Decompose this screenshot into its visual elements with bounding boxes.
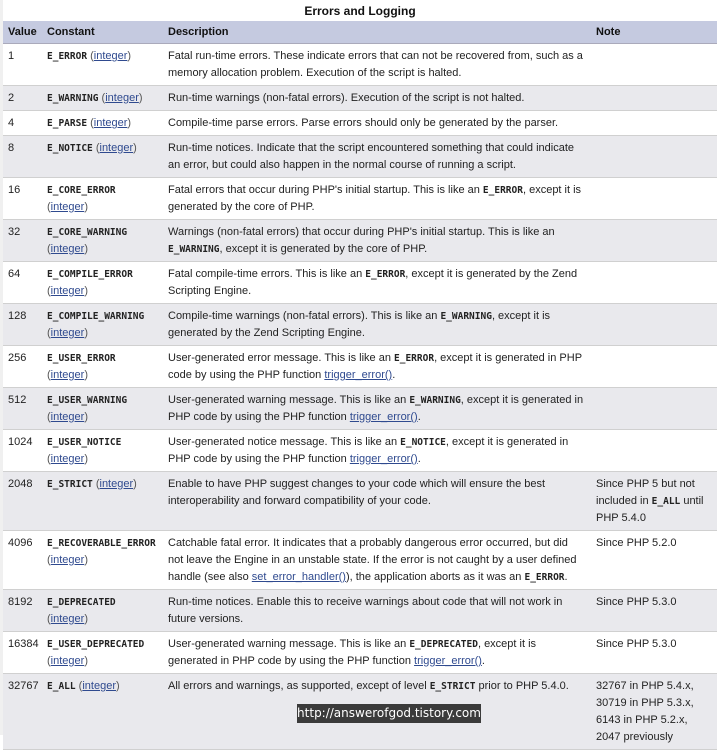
- type-link-integer[interactable]: integer: [105, 92, 139, 104]
- inline-constant: E_NOTICE: [400, 437, 446, 448]
- text-fragment: Warnings (non-fatal errors) that occur during PHP's initial startup. This is like an: [168, 226, 555, 238]
- table-row: [3, 304, 717, 346]
- table-body: [3, 44, 717, 750]
- constant-cell: [42, 86, 163, 111]
- watermark-url: http://answerofgod.tistory.com: [297, 704, 481, 723]
- constant-name: E_ERROR: [47, 51, 88, 62]
- constant-name: E_CORE_ERROR: [47, 185, 116, 196]
- paren-open: (: [47, 655, 51, 667]
- note-cell: [591, 674, 717, 750]
- table-row: [3, 531, 717, 590]
- description-cell: [163, 111, 591, 136]
- inline-constant: E_ERROR: [365, 269, 406, 280]
- note-cell: [591, 262, 717, 304]
- type-link-integer[interactable]: integer: [50, 285, 85, 297]
- type-link-integer[interactable]: integer: [50, 369, 85, 381]
- type-link-integer[interactable]: integer: [99, 478, 134, 490]
- value-cell: 2: [3, 86, 42, 111]
- constant-name: E_COMPILE_ERROR: [47, 269, 133, 280]
- text-fragment: Compile-time parse errors. Parse errors should only be generated by the parser.: [168, 117, 559, 129]
- text-fragment: Fatal compile-time errors. This is like an: [168, 268, 366, 280]
- text-fragment: User-generated warning message. This is like an: [168, 394, 410, 406]
- inline-constant: E_WARNING: [440, 311, 492, 322]
- note-cell: [591, 44, 717, 86]
- text-fragment: .: [392, 369, 396, 381]
- type-link-integer[interactable]: integer: [93, 50, 128, 62]
- text-fragment: Enable to have PHP suggest changes to your code which will ensure the best interoperability and forward compatibility of your code.: [168, 478, 546, 507]
- paren-open: (: [95, 478, 100, 490]
- value-cell: 32767: [3, 674, 42, 750]
- table-row: [3, 44, 717, 86]
- description-cell: [163, 590, 591, 632]
- note-cell: [591, 178, 717, 220]
- table-row: [3, 632, 717, 674]
- inline-constant: E_ERROR: [482, 185, 523, 196]
- function-link[interactable]: trigger_error(): [414, 655, 482, 667]
- constant-cell: [42, 590, 163, 632]
- paren-open: (: [47, 243, 51, 255]
- paren-close: ): [84, 655, 88, 667]
- constant-name: E_CORE_WARNING: [47, 227, 128, 238]
- text-fragment: until PHP 5.4.0: [596, 495, 704, 524]
- text-fragment: , except it is generated by the Zend Scripting Engine.: [168, 310, 551, 339]
- type-link-integer[interactable]: integer: [50, 201, 85, 213]
- paren-close: ): [84, 613, 88, 625]
- description-cell: [163, 388, 591, 430]
- constant-cell: [42, 44, 163, 86]
- constant-cell: [42, 111, 163, 136]
- text-fragment: 32767 in PHP 5.4.x, 30719 in PHP 5.3.x, 6143 in PHP 5.2.x, 2047 previously: [596, 680, 694, 743]
- value-cell: 512: [3, 388, 42, 430]
- type-link-integer[interactable]: integer: [99, 142, 134, 154]
- paren-open: (: [90, 117, 94, 129]
- constant-name: E_NOTICE: [47, 143, 93, 154]
- value-cell: 8: [3, 136, 42, 178]
- text-fragment: Catchable fatal error. It indicates that a probably dangerous error occurred, but did not leave the Engine in an unstable state. If the error is not caught by a user defined handle (see also: [168, 537, 577, 583]
- constant-name: E_PARSE: [47, 118, 88, 129]
- paren-close: ): [127, 50, 132, 62]
- description-cell: [163, 472, 591, 531]
- function-link[interactable]: trigger_error(): [349, 453, 418, 465]
- paren-open: (: [47, 369, 51, 381]
- description-cell: [163, 86, 591, 111]
- paren-open: (: [47, 201, 51, 213]
- table-row: [3, 86, 717, 111]
- inline-constant: E_STRICT: [429, 681, 476, 692]
- paren-close: ): [84, 285, 88, 297]
- paren-close: ): [84, 453, 88, 465]
- constant-name: E_USER_DEPRECATED: [47, 639, 145, 650]
- constant-cell: [42, 178, 163, 220]
- value-cell: 128: [3, 304, 42, 346]
- constant-name: E_STRICT: [47, 479, 93, 490]
- constant-name: E_DEPRECATED: [47, 597, 116, 608]
- note-cell: [591, 220, 717, 262]
- function-link[interactable]: trigger_error(): [324, 369, 393, 381]
- paren-close: ): [84, 369, 88, 381]
- value-cell: 16384: [3, 632, 42, 674]
- text-fragment: Since PHP 5.2.0: [596, 537, 677, 549]
- text-fragment: User-generated warning message. This is like an: [168, 638, 410, 650]
- type-link-integer[interactable]: integer: [50, 655, 85, 667]
- header-note: Note: [591, 21, 717, 44]
- constant-name: E_RECOVERABLE_ERROR: [47, 538, 156, 549]
- paren-open: (: [47, 554, 51, 566]
- description-cell: [163, 632, 591, 674]
- constant-cell: [42, 472, 163, 531]
- text-fragment: Fatal run-time errors. These indicate errors that can not be recovered from, such as a memory allocation problem. Execution of the script is halted.: [168, 50, 583, 79]
- value-cell: 1024: [3, 430, 42, 472]
- inline-constant: E_ERROR: [394, 353, 435, 364]
- inline-constant: E_ALL: [651, 496, 681, 507]
- text-fragment: All errors and warnings, as supported, except of level: [168, 680, 430, 692]
- text-fragment: .: [417, 453, 421, 465]
- constant-cell: [42, 430, 163, 472]
- constant-cell: [42, 346, 163, 388]
- text-fragment: Since PHP 5.3.0: [596, 596, 677, 608]
- inline-constant: E_ERROR: [524, 572, 565, 583]
- text-fragment: , except it is generated in PHP code by using the PHP function: [168, 352, 582, 381]
- text-fragment: ), the application aborts as it was an: [345, 571, 525, 583]
- value-cell: 1: [3, 44, 42, 86]
- inline-constant: E_DEPRECATED: [409, 639, 478, 650]
- table-row: [3, 178, 717, 220]
- text-fragment: User-generated error message. This is like an: [168, 352, 395, 364]
- note-cell: [591, 388, 717, 430]
- text-fragment: Run-time warnings (non-fatal errors). Execution of the script is not halted.: [168, 92, 525, 104]
- value-cell: 256: [3, 346, 42, 388]
- constant-cell: [42, 632, 163, 674]
- type-link-integer[interactable]: integer: [50, 554, 85, 566]
- value-cell: 4096: [3, 531, 42, 590]
- note-cell: [591, 111, 717, 136]
- text-fragment: Since PHP 5 but not included in: [596, 478, 695, 507]
- value-cell: 32: [3, 220, 42, 262]
- text-fragment: , except it is generated in PHP code by using the PHP function: [168, 638, 537, 667]
- paren-close: ): [115, 680, 120, 692]
- text-fragment: User-generated notice message. This is like an: [168, 436, 401, 448]
- constant-cell: [42, 388, 163, 430]
- text-fragment: .: [564, 571, 568, 583]
- paren-close: ): [84, 411, 88, 423]
- header-description: Description: [163, 21, 591, 44]
- note-cell: [591, 136, 717, 178]
- paren-open: (: [78, 680, 83, 692]
- value-cell: 64: [3, 262, 42, 304]
- text-fragment: Run-time notices. Enable this to receive warnings about code that will not work in future versions.: [168, 596, 563, 625]
- text-fragment: prior to PHP 5.4.0.: [475, 680, 569, 692]
- table-row: [3, 346, 717, 388]
- constant-cell: [42, 136, 163, 178]
- text-fragment: , except it is generated in PHP code by using the PHP function: [168, 436, 569, 465]
- table-caption: Errors and Logging: [304, 4, 416, 18]
- description-cell: [163, 178, 591, 220]
- type-link-integer[interactable]: integer: [50, 411, 85, 423]
- function-link[interactable]: trigger_error(): [349, 411, 418, 423]
- text-fragment: .: [417, 411, 421, 423]
- text-fragment: Since PHP 5.3.0: [596, 638, 677, 650]
- note-cell: [591, 430, 717, 472]
- value-cell: 4: [3, 111, 42, 136]
- type-link-integer[interactable]: integer: [50, 243, 85, 255]
- table-row: [3, 388, 717, 430]
- paren-open: (: [47, 613, 51, 625]
- constant-cell: [42, 531, 163, 590]
- paren-close: ): [84, 554, 88, 566]
- table-row: [3, 111, 717, 136]
- paren-close: ): [84, 201, 88, 213]
- description-cell: [163, 262, 591, 304]
- type-link-integer[interactable]: integer: [50, 453, 85, 465]
- paren-close: ): [127, 117, 132, 129]
- description-cell: [163, 44, 591, 86]
- constant-name: E_USER_ERROR: [47, 353, 116, 364]
- function-link[interactable]: set_error_handler(): [251, 571, 346, 583]
- constant-cell: [42, 304, 163, 346]
- paren-open: (: [47, 285, 51, 297]
- value-cell: 8192: [3, 590, 42, 632]
- paren-open: (: [47, 411, 51, 423]
- paren-close: ): [84, 243, 88, 255]
- description-cell: [163, 304, 591, 346]
- description-cell: [163, 136, 591, 178]
- table-row: [3, 430, 717, 472]
- table-row: [3, 590, 717, 632]
- header-value: Value: [3, 21, 42, 44]
- table-row: [3, 472, 717, 531]
- paren-close: ): [84, 327, 88, 339]
- text-fragment: Fatal errors that occur during PHP's initial startup. This is like an: [168, 184, 483, 196]
- text-fragment: , except it is generated by the core of PHP.: [219, 243, 428, 255]
- description-cell: [163, 430, 591, 472]
- type-link-integer[interactable]: integer: [93, 117, 128, 129]
- note-cell: [591, 346, 717, 388]
- paren-close: ): [138, 92, 143, 104]
- type-link-integer[interactable]: integer: [82, 680, 116, 692]
- text-fragment: Compile-time warnings (non-fatal errors). This is like an: [168, 310, 441, 322]
- text-fragment: Run-time notices. Indicate that the script encountered something that could indicate an error, but could also happen in the normal course of running a script.: [168, 142, 575, 171]
- note-cell: [591, 531, 717, 590]
- value-cell: 16: [3, 178, 42, 220]
- constant-name: E_WARNING: [47, 93, 99, 104]
- paren-open: (: [47, 453, 51, 465]
- value-cell: 2048: [3, 472, 42, 531]
- text-fragment: , except it is generated in PHP code by using the PHP function: [168, 394, 584, 423]
- table-row: [3, 136, 717, 178]
- note-cell: [591, 304, 717, 346]
- paren-open: (: [95, 142, 100, 154]
- description-cell: [163, 220, 591, 262]
- constant-cell: [42, 220, 163, 262]
- constant-name: E_USER_WARNING: [47, 395, 128, 406]
- note-cell: [591, 590, 717, 632]
- constant-name: E_USER_NOTICE: [47, 437, 122, 448]
- paren-open: (: [90, 50, 94, 62]
- constant-cell: [42, 262, 163, 304]
- table-header-row: [3, 21, 717, 44]
- text-fragment: , except it is generated by the core of PHP.: [168, 184, 582, 213]
- constant-name: E_COMPILE_WARNING: [47, 311, 145, 322]
- description-cell: [163, 346, 591, 388]
- inline-constant: E_WARNING: [168, 244, 220, 255]
- table-row: [3, 220, 717, 262]
- header-constant: Constant: [42, 21, 163, 44]
- type-link-integer[interactable]: integer: [50, 613, 85, 625]
- paren-open: (: [47, 327, 51, 339]
- constant-cell: [42, 674, 163, 750]
- note-cell: [591, 472, 717, 531]
- text-fragment: .: [481, 655, 485, 667]
- note-cell: [591, 632, 717, 674]
- paren-close: ): [133, 142, 137, 154]
- error-constants-table: [3, 21, 717, 750]
- paren-open: (: [101, 92, 106, 104]
- paren-close: ): [133, 478, 137, 490]
- table-row: [3, 262, 717, 304]
- description-cell: [163, 531, 591, 590]
- constant-name: E_ALL: [47, 681, 76, 692]
- text-fragment: , except it is generated by the Zend Scripting Engine.: [168, 268, 578, 297]
- inline-constant: E_WARNING: [409, 395, 461, 406]
- note-cell: [591, 86, 717, 111]
- type-link-integer[interactable]: integer: [50, 327, 85, 339]
